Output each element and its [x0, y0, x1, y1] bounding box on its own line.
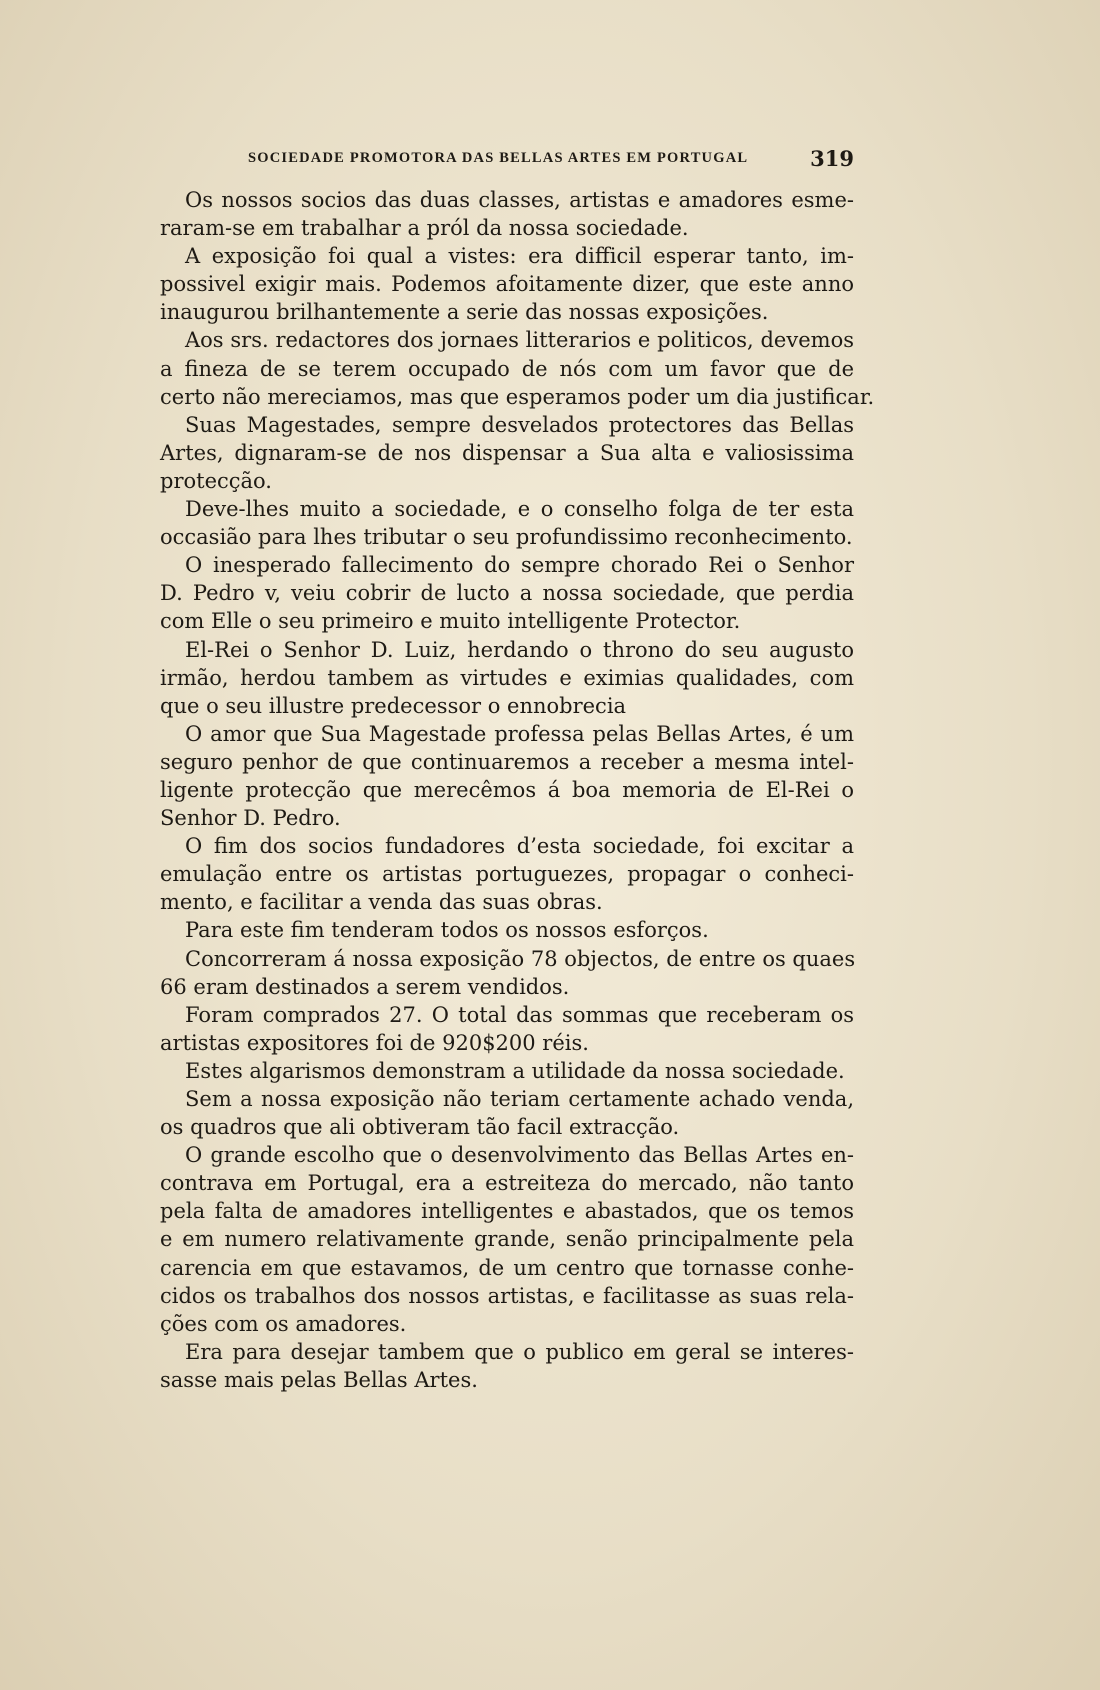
text-line: pela falta de amadores intelligentes e abastados, que os temos [160, 1199, 854, 1224]
text-line: ções com os amadores. [160, 1311, 407, 1336]
text-line: occasião para lhes tributar o seu profundissimo reconhecimento. [160, 525, 853, 550]
text-line: Concorreram á nossa exposição 78 objectos, de entre os quaes [185, 946, 856, 971]
text-line: que o seu illustre predecessor o ennobrecia [160, 693, 627, 718]
text-line: Foram comprados 27. O total das sommas que receberam os [185, 1002, 854, 1027]
text-line: O fim dos socios fundadores d’esta sociedade, foi excitar a [185, 834, 854, 859]
text-line: D. Pedro v, veiu cobrir de lucto a nossa sociedade, que perdia [160, 581, 854, 606]
text-line: mento, e facilitar a venda das suas obras. [160, 890, 603, 915]
page-number: 319 [810, 146, 854, 171]
text-line: ligente protecção que merecêmos á boa memoria de El-Rei o [160, 777, 854, 802]
text-line: Senhor D. Pedro. [160, 806, 341, 831]
text-line: a fineza de se terem occupado de nós com um favor que de [160, 356, 854, 381]
text-line: Deve-lhes muito a sociedade, e o conselho folga de ter esta [185, 497, 854, 522]
text-line: inaugurou brilhantemente a serie das nossas exposições. [160, 300, 769, 325]
text-line: A exposição foi qual a vistes: era difficil esperar tanto, im- [185, 244, 854, 269]
text-line: O amor que Sua Magestade professa pelas Bellas Artes, é um [185, 721, 854, 746]
text-line: El-Rei o Senhor D. Luiz, herdando o throno do seu augusto [185, 637, 854, 662]
text-line: certo não mereciamos, mas que esperamos poder um dia justificar. [160, 384, 875, 409]
text-line: irmão, herdou tambem as virtudes e eximias qualidades, com [160, 665, 854, 690]
text-line: Os nossos socios das duas classes, artistas e amadores esme- [185, 188, 854, 212]
text-line: os quadros que ali obtiveram tão facil extracção. [160, 1115, 680, 1140]
text-line: Aos srs. redactores dos jornaes litterarios e politicos, devemos [185, 328, 854, 353]
text-line: O inesperado fallecimento do sempre chorado Rei o Senhor [185, 553, 854, 578]
text-line: Suas Magestades, sempre desvelados protectores das Bellas [185, 412, 854, 437]
text-line: Para este fim tenderam todos os nossos esforços. [185, 918, 709, 943]
text-line: Estes algarismos demonstram a utilidade da nossa sociedade. [185, 1058, 845, 1083]
text-line: Artes, dignaram-se de nos dispensar a Sua alta e valiosissima [160, 440, 854, 465]
running-title: SOCIEDADE PROMOTORA DAS BELLAS ARTES EM PORTUGAL [248, 150, 749, 166]
text-line: carencia em que estavamos, de um centro que tornasse conhe- [160, 1255, 854, 1280]
running-header [160, 146, 854, 172]
text-line: raram-se em trabalhar a pról da nossa sociedade. [160, 216, 689, 241]
text-line: protecção. [160, 468, 272, 493]
text-line: sasse mais pelas Bellas Artes. [160, 1367, 478, 1392]
text-line: cidos os trabalhos dos nossos artistas, e facilitasse as suas rela- [160, 1283, 854, 1308]
body-text [160, 186, 875, 1394]
text-line: com Elle o seu primeiro e muito intelligente Protector. [160, 609, 741, 634]
text-line: possivel exigir mais. Podemos afoitamente dizer, que este anno [160, 272, 854, 297]
text-line: artistas expositores foi de 920$200 réis. [160, 1030, 589, 1055]
text-line: 66 eram destinados a serem vendidos. [160, 974, 570, 999]
text-line: O grande escolho que o desenvolvimento das Bellas Artes en- [185, 1143, 854, 1168]
text-line: emulação entre os artistas portuguezes, propagar o conheci- [160, 862, 854, 887]
text-line: seguro penhor de que continuaremos a receber a mesma intel- [160, 749, 854, 774]
text-line: e em numero relativamente grande, senão principalmente pela [160, 1227, 854, 1252]
text-line: contrava em Portugal, era a estreiteza do mercado, não tanto [160, 1171, 854, 1196]
text-line: Era para desejar tambem que o publico em geral se interes- [185, 1339, 854, 1364]
text-line: Sem a nossa exposição não teriam certamente achado venda, [185, 1087, 854, 1111]
